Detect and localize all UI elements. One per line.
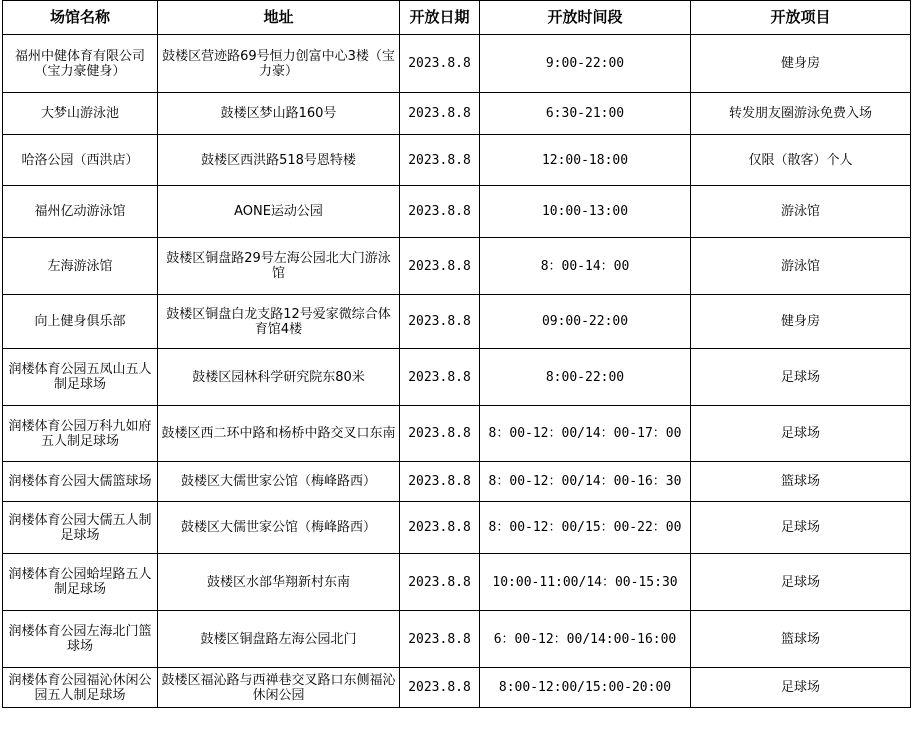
date-cell: 2023.8.8 [400,295,480,349]
table-row [3,186,911,238]
address-cell: 鼓楼区西二环中路和杨桥中路交叉口东南 [158,406,400,462]
item-cell: 健身房 [691,295,911,349]
address-cell: 鼓楼区福沁路与西禅巷交叉路口东侧福沁休闲公园 [158,668,400,708]
item-cell: 游泳馆 [691,186,911,238]
venue-name-cell: 润楼体育公园左海北门篮球场 [3,611,158,668]
table-row [3,668,911,708]
venue-name-cell: 润楼体育公园五凤山五人制足球场 [3,349,158,406]
venue-name-cell: 润楼体育公园福沁休闲公园五人制足球场 [3,668,158,708]
item-cell: 篮球场 [691,462,911,502]
time-cell: 8：00-14：00 [480,238,691,295]
date-cell: 2023.8.8 [400,406,480,462]
table-row [3,406,911,462]
time-cell: 10:00-11:00/14：00-15:30 [480,554,691,611]
item-cell: 转发朋友圈游泳免费入场 [691,93,911,135]
table-row [3,238,911,295]
date-cell: 2023.8.8 [400,238,480,295]
address-cell: 鼓楼区西洪路518号恩特楼 [158,135,400,186]
date-cell: 2023.8.8 [400,93,480,135]
address-cell: 鼓楼区大儒世家公馆（梅峰路西） [158,502,400,554]
address-cell: 鼓楼区园林科学研究院东80米 [158,349,400,406]
time-cell: 12:00-18:00 [480,135,691,186]
item-cell: 足球场 [691,349,911,406]
date-cell: 2023.8.8 [400,668,480,708]
time-cell: 8：00-12：00/14：00-17：00 [480,406,691,462]
address-cell: 鼓楼区铜盘路29号左海公园北大门游泳馆 [158,238,400,295]
venue-name-cell: 大梦山游泳池 [3,93,158,135]
table-row [3,462,911,502]
date-cell: 2023.8.8 [400,554,480,611]
header-open-date: 开放日期 [400,1,480,35]
time-cell: 8:00-22:00 [480,349,691,406]
venue-name-cell: 润楼体育公园蛤埕路五人制足球场 [3,554,158,611]
venue-table [2,0,911,708]
time-cell: 8：00-12：00/15：00-22：00 [480,502,691,554]
time-cell: 8:00-12:00/15:00-20:00 [480,668,691,708]
address-cell: 鼓楼区铜盘路左海公园北门 [158,611,400,668]
address-cell: 鼓楼区营迹路69号恒力创富中心3楼（宝力豪） [158,35,400,93]
header-row [3,1,911,35]
table-row [3,135,911,186]
date-cell: 2023.8.8 [400,135,480,186]
item-cell: 健身房 [691,35,911,93]
table-row [3,295,911,349]
table-row [3,349,911,406]
item-cell: 足球场 [691,502,911,554]
date-cell: 2023.8.8 [400,35,480,93]
table-row [3,554,911,611]
address-cell: 鼓楼区铜盘白龙支路12号爱家微综合体育馆4楼 [158,295,400,349]
item-cell: 篮球场 [691,611,911,668]
address-cell: AONE运动公园 [158,186,400,238]
date-cell: 2023.8.8 [400,186,480,238]
table-row [3,93,911,135]
item-cell: 足球场 [691,668,911,708]
header-open-hours: 开放时间段 [480,1,691,35]
venue-name-cell: 左海游泳馆 [3,238,158,295]
date-cell: 2023.8.8 [400,611,480,668]
time-cell: 6：00-12：00/14:00-16:00 [480,611,691,668]
item-cell: 仅限（散客）个人 [691,135,911,186]
address-cell: 鼓楼区大儒世家公馆（梅峰路西） [158,462,400,502]
venue-name-cell: 向上健身俱乐部 [3,295,158,349]
header-venue-name: 场馆名称 [3,1,158,35]
date-cell: 2023.8.8 [400,462,480,502]
venue-name-cell: 福州亿动游泳馆 [3,186,158,238]
venue-name-cell: 福州中健体育有限公司（宝力豪健身） [3,35,158,93]
date-cell: 2023.8.8 [400,502,480,554]
venue-name-cell: 哈洛公园（西洪店） [3,135,158,186]
venue-name-cell: 润楼体育公园大儒五人制足球场 [3,502,158,554]
venue-name-cell: 润楼体育公园万科九如府五人制足球场 [3,406,158,462]
table-row [3,35,911,93]
date-cell: 2023.8.8 [400,349,480,406]
item-cell: 游泳馆 [691,238,911,295]
header-open-items: 开放项目 [691,1,911,35]
address-cell: 鼓楼区梦山路160号 [158,93,400,135]
time-cell: 9:00-22:00 [480,35,691,93]
table-row [3,502,911,554]
time-cell: 09:00-22:00 [480,295,691,349]
venue-name-cell: 润楼体育公园大儒篮球场 [3,462,158,502]
header-address: 地址 [158,1,400,35]
time-cell: 10:00-13:00 [480,186,691,238]
item-cell: 足球场 [691,554,911,611]
table-row [3,611,911,668]
address-cell: 鼓楼区水部华翔新村东南 [158,554,400,611]
time-cell: 6:30-21:00 [480,93,691,135]
item-cell: 足球场 [691,406,911,462]
time-cell: 8：00-12：00/14：00-16：30 [480,462,691,502]
